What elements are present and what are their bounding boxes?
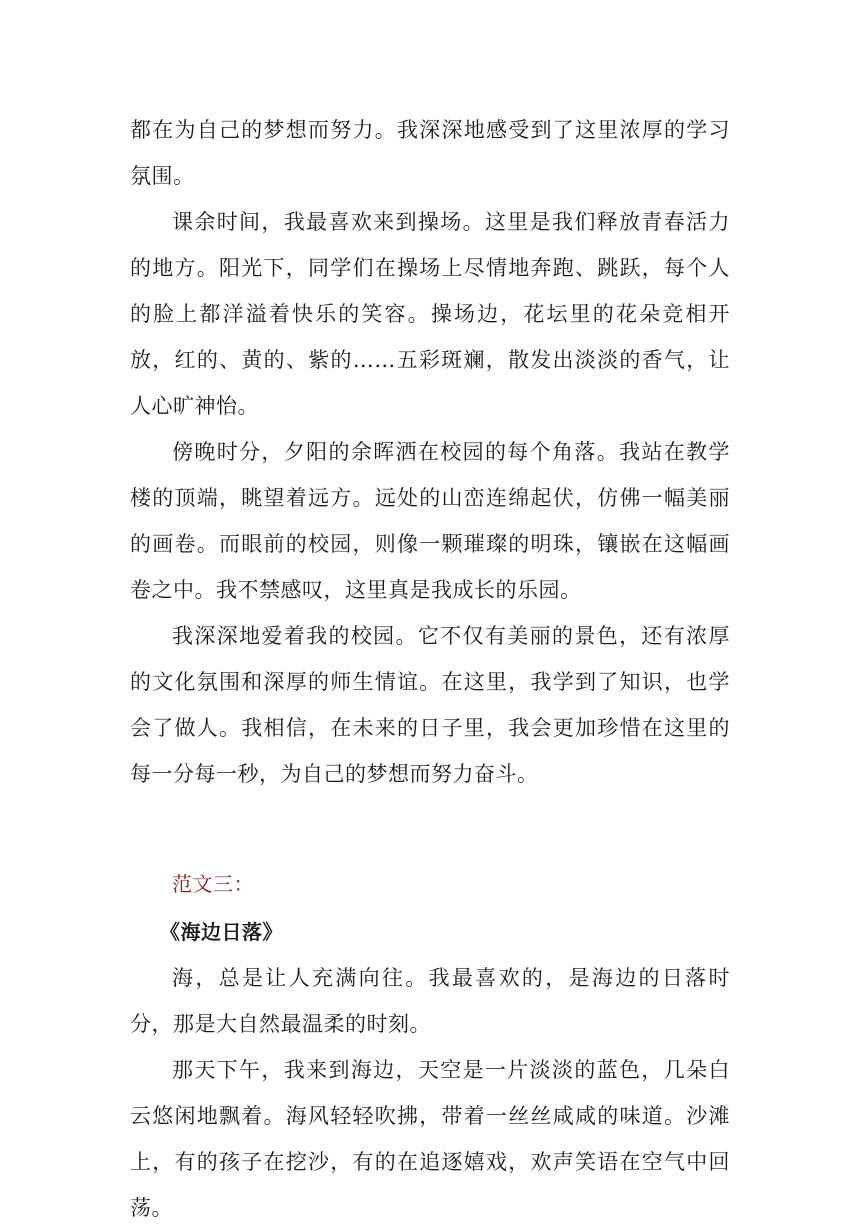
paragraph-afternoon: 那天下午，我来到海边，天空是一片淡淡的蓝色，几朵白云悠闲地飘着。海风轻轻吹拂，带着一丝丝咸咸的味道。沙滩上，有的孩子在挖沙，有的在追逐嬉戏，欢声笑语在空气中回荡。	[130, 1058, 730, 1220]
section-label: 范文三：	[172, 872, 254, 896]
paragraph-dusk: 傍晚时分，夕阳的余晖洒在校园的每个角落。我站在教学楼的顶端，眺望着远方。远处的山峦连绵起伏，仿佛一幅美丽的画卷。而眼前的校园，则像一颗璀璨的明珠，镶嵌在这幅画卷之中。我不禁感叹，这里真是我成长的乐园。	[130, 440, 730, 602]
paragraph-sea-intro: 海，总是让人充满向往。我最喜欢的，是海边的日落时分，那是大自然最温柔的时刻。	[130, 966, 730, 1036]
paragraph-continuation: 都在为自己的梦想而努力。我深深地感受到了这里浓厚的学习氛围。	[130, 118, 730, 188]
essay-title: 《海边日落》	[160, 920, 283, 944]
paragraph-conclusion: 我深深地爱着我的校园。它不仅有美丽的景色，还有浓厚的文化氛围和深厚的师生情谊。在这里，我学到了知识，也学会了做人。我相信，在未来的日子里，我会更加珍惜在这里的每一分每一秒，为自己的梦想而努力奋斗。	[130, 624, 730, 786]
document-body	[130, 107, 730, 1231]
section-spacer	[130, 797, 730, 843]
paragraph-playground: 课余时间，我最喜欢来到操场。这里是我们释放青春活力的地方。阳光下，同学们在操场上尽情地奔跑、跳跃，每个人的脸上都洋溢着快乐的笑容。操场边，花坛里的花朵竞相开放，红的、黄的、紫的……五彩斑斓，散发出淡淡的香气，让人心旷神怡。	[130, 210, 730, 418]
